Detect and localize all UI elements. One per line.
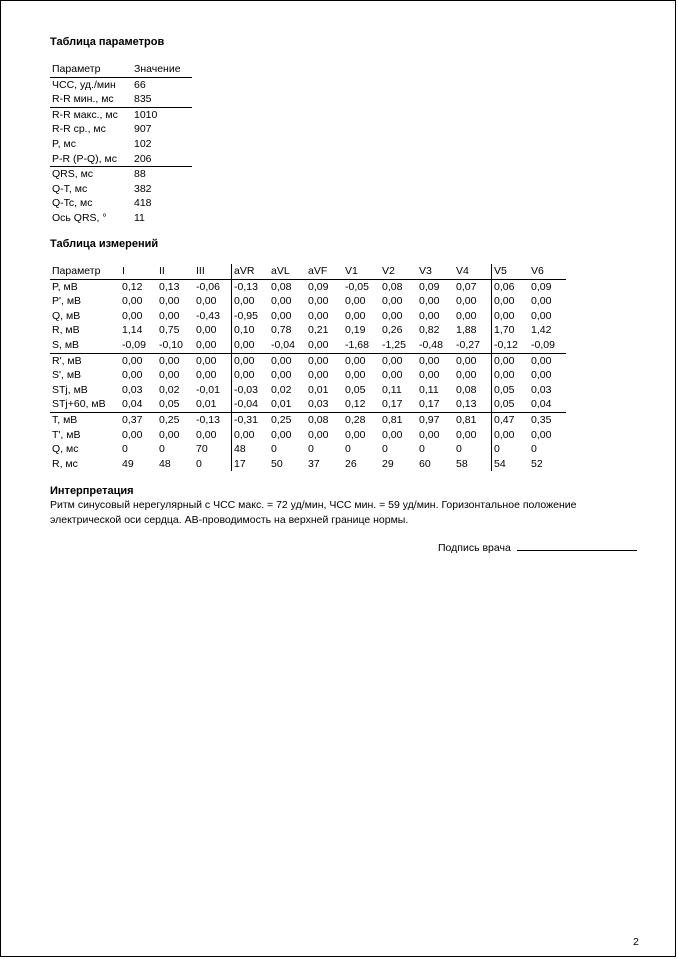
params-row	[50, 211, 192, 226]
meas-row	[50, 323, 566, 338]
meas-value-cell: -0,31	[232, 412, 270, 427]
meas-param-cell: P, мВ	[52, 280, 78, 293]
param-value-cell: 66	[134, 78, 146, 91]
meas-header-cell: V6	[529, 264, 566, 279]
param-value-cell: 907	[134, 123, 152, 136]
meas-value-cell: 1,88	[456, 324, 477, 337]
meas-value-cell: 0,00	[456, 369, 477, 382]
meas-param-cell: R, мВ	[52, 324, 80, 337]
meas-value-cell: 0,17	[380, 397, 417, 412]
param-value-cell: 88	[134, 168, 146, 181]
meas-param-cell: T', мВ	[52, 428, 81, 441]
meas-header-cell: I	[120, 264, 157, 279]
param-value-cell: 835	[132, 92, 192, 107]
meas-value-cell: 17	[232, 457, 270, 472]
meas-value-cell: 0,00	[232, 368, 270, 383]
meas-row	[50, 428, 566, 443]
meas-value-cell: -0,12	[492, 338, 530, 353]
meas-value-cell: 0,00	[196, 354, 217, 367]
meas-header-cell: aVR	[232, 264, 270, 279]
meas-value-cell: 0,00	[271, 309, 292, 322]
meas-value-cell: 0,13	[454, 397, 492, 412]
meas-value-cell: 0,05	[345, 383, 366, 396]
meas-value-cell: 0,08	[382, 280, 403, 293]
meas-value-cell: 1,14	[122, 324, 143, 337]
meas-row	[50, 309, 566, 324]
meas-value-cell: 0,08	[308, 413, 329, 426]
meas-value-cell: 0,00	[122, 354, 143, 367]
meas-header-cell: Параметр	[50, 264, 120, 279]
meas-value-cell: 0,00	[419, 309, 440, 322]
param-value-cell: Значение	[132, 62, 192, 77]
meas-param-cell: Q, мВ	[52, 309, 81, 322]
meas-value-cell: 0,03	[531, 383, 552, 396]
meas-value-cell: 0,00	[122, 295, 143, 308]
meas-value-cell: 0,00	[196, 324, 217, 337]
meas-value-cell: 0	[531, 443, 537, 456]
meas-value-cell: 0,21	[308, 324, 329, 337]
params-row	[50, 137, 192, 152]
meas-value-cell: -0,27	[454, 338, 492, 353]
meas-value-cell: 0,05	[492, 397, 530, 412]
meas-value-cell: 0,00	[531, 295, 552, 308]
meas-value-cell: 0,00	[232, 353, 270, 368]
meas-value-cell: 0,00	[531, 369, 552, 382]
meas-header-cell: V4	[454, 264, 492, 279]
meas-value-cell: 0,00	[345, 309, 366, 322]
meas-value-cell: 0,00	[492, 428, 530, 443]
meas-value-cell: 0,00	[492, 368, 530, 383]
param-name-cell: Параметр	[50, 62, 132, 77]
param-value-cell: 382	[134, 182, 152, 195]
meas-value-cell: 0,00	[159, 428, 180, 441]
meas-value-cell: -0,13	[196, 413, 220, 426]
param-name-cell: Q-T, мс	[52, 182, 88, 195]
meas-value-cell: 0,03	[306, 397, 343, 412]
params-title: Таблица параметров	[50, 36, 165, 48]
meas-value-cell: 0,08	[456, 383, 477, 396]
meas-value-cell: 0,00	[308, 354, 329, 367]
meas-value-cell: -0,06	[196, 280, 220, 293]
param-name-cell: Ось QRS, °	[52, 211, 107, 224]
meas-header-cell: II	[157, 264, 194, 279]
meas-value-cell: 0,28	[345, 413, 366, 426]
meas-value-cell: 0,00	[308, 295, 329, 308]
meas-value-cell: 0,47	[492, 412, 530, 427]
meas-value-cell: -1,68	[343, 338, 380, 353]
meas-value-cell: 0,09	[419, 280, 440, 293]
meas-value-cell: 0,00	[345, 428, 366, 441]
meas-value-cell: 0,00	[419, 369, 440, 382]
meas-value-cell: 0	[308, 443, 314, 456]
meas-value-cell: 0	[345, 443, 351, 456]
meas-value-cell: 0,25	[271, 413, 292, 426]
meas-header-cell: III	[194, 264, 232, 279]
meas-row	[50, 353, 566, 368]
meas-value-cell: 0,01	[269, 397, 306, 412]
params-row	[50, 182, 192, 197]
meas-value-cell: 0,03	[122, 383, 143, 396]
meas-value-cell: 0,04	[529, 397, 566, 412]
meas-value-cell: 0,07	[456, 280, 477, 293]
meas-value-cell: 0,11	[382, 383, 402, 396]
meas-value-cell: 0,04	[120, 397, 157, 412]
params-row	[50, 92, 192, 107]
param-value-cell: 1010	[134, 108, 158, 121]
meas-value-cell: -0,43	[196, 309, 220, 322]
params-row	[50, 152, 192, 167]
measurements-title: Таблица измерений	[50, 238, 159, 250]
meas-value-cell: 0,00	[531, 354, 552, 367]
meas-value-cell: 0,00	[232, 294, 270, 309]
signature-label: Подпись врача	[438, 542, 511, 554]
meas-row	[50, 397, 566, 412]
meas-value-cell: 0,00	[122, 369, 143, 382]
meas-value-cell: 26	[345, 457, 357, 470]
meas-header-cell: V1	[343, 264, 380, 279]
params-table	[50, 62, 192, 226]
meas-header-cell: aVF	[306, 264, 343, 279]
interpretation-title: Интерпретация	[50, 485, 134, 497]
meas-value-cell: 0	[122, 443, 128, 456]
meas-value-cell: 0,00	[382, 369, 403, 382]
param-name-cell: P-R (P-Q), мс	[50, 152, 132, 167]
meas-value-cell: 0,00	[531, 309, 552, 322]
meas-value-cell: 0,00	[456, 428, 477, 441]
meas-value-cell: -0,01	[196, 383, 220, 396]
meas-value-cell: 0,00	[456, 354, 477, 367]
meas-value-cell: -0,04	[232, 397, 270, 412]
meas-value-cell: 0,02	[159, 383, 180, 396]
meas-value-cell: 70	[196, 443, 208, 456]
meas-value-cell: 0,97	[419, 413, 440, 426]
meas-row	[50, 279, 566, 294]
params-row	[50, 77, 192, 92]
meas-value-cell: 0,00	[271, 428, 292, 441]
meas-value-cell: -1,25	[380, 338, 417, 353]
meas-param-cell: Q, мс	[52, 443, 79, 456]
meas-value-cell: 0	[419, 443, 425, 456]
meas-value-cell: 0,19	[345, 324, 366, 337]
meas-header-cell: V2	[380, 264, 417, 279]
meas-value-cell: 0,12	[122, 280, 143, 293]
param-name-cell: R-R ср., мс	[52, 123, 106, 136]
meas-value-cell: 0,00	[196, 428, 217, 441]
meas-header-row	[50, 264, 566, 279]
meas-value-cell: 0,78	[271, 324, 292, 337]
meas-value-cell: 0,00	[492, 353, 530, 368]
meas-value-cell: 37	[308, 457, 320, 470]
meas-value-cell: 1,42	[531, 324, 552, 337]
param-value-cell: 102	[134, 137, 152, 150]
meas-value-cell: 0	[492, 442, 530, 457]
meas-value-cell: 0,00	[492, 294, 530, 309]
measurements-table	[50, 264, 566, 471]
param-name-cell: R-R мин., мс	[50, 92, 132, 107]
meas-value-cell: 0,17	[417, 397, 454, 412]
meas-value-cell: 0,00	[308, 309, 329, 322]
meas-value-cell: 0,13	[159, 280, 180, 293]
meas-row	[50, 442, 566, 457]
meas-value-cell: 0,09	[531, 280, 552, 293]
meas-value-cell: -0,13	[232, 279, 270, 294]
meas-value-cell: 0,00	[382, 354, 403, 367]
meas-value-cell: 0,11	[419, 383, 439, 396]
meas-header-cell: V3	[417, 264, 454, 279]
meas-value-cell: 0,09	[308, 280, 329, 293]
meas-value-cell: -0,03	[232, 383, 270, 398]
meas-value-cell: 0	[196, 457, 202, 470]
meas-value-cell: 0,00	[456, 295, 477, 308]
meas-value-cell: 48	[159, 457, 171, 470]
meas-value-cell: 0,00	[122, 309, 143, 322]
page-number: 2	[633, 936, 639, 948]
meas-value-cell: 0,08	[271, 280, 292, 293]
signature-block	[438, 540, 637, 554]
meas-value-cell: 0,00	[345, 354, 366, 367]
param-name-cell: P, мс	[52, 137, 76, 150]
meas-value-cell: 0,75	[159, 324, 180, 337]
meas-value-cell: 0,00	[232, 428, 270, 443]
meas-value-cell: 0,00	[419, 354, 440, 367]
meas-value-cell: 0,00	[492, 309, 530, 324]
meas-value-cell: 0,00	[456, 309, 477, 322]
signature-line	[517, 540, 637, 551]
meas-value-cell: 0,00	[419, 295, 440, 308]
params-header-row	[50, 62, 192, 77]
meas-value-cell: 0,00	[382, 428, 403, 441]
meas-value-cell: 0,26	[382, 324, 403, 337]
meas-value-cell: 54	[492, 457, 530, 472]
meas-value-cell: 0,00	[345, 369, 366, 382]
meas-value-cell: 0,05	[157, 397, 194, 412]
param-name-cell: Q-Tc, мс	[52, 197, 93, 210]
meas-row	[50, 338, 566, 353]
meas-value-cell: 0,00	[159, 369, 180, 382]
meas-value-cell: 50	[271, 457, 283, 470]
meas-value-cell: 0,12	[343, 397, 380, 412]
meas-value-cell: 0	[382, 443, 388, 456]
meas-value-cell: 0,00	[194, 338, 232, 353]
meas-value-cell: 0,35	[531, 413, 552, 426]
param-value-cell: 206	[132, 152, 192, 167]
meas-row	[50, 294, 566, 309]
meas-value-cell: 0	[271, 443, 277, 456]
meas-value-cell: 29	[382, 457, 394, 470]
params-row	[50, 107, 192, 122]
meas-value-cell: 0,00	[308, 369, 329, 382]
meas-value-cell: 0,00	[531, 428, 552, 441]
meas-value-cell: 60	[419, 457, 431, 470]
meas-row	[50, 368, 566, 383]
meas-value-cell: 0,00	[159, 295, 180, 308]
meas-value-cell: 0,00	[271, 354, 292, 367]
param-value-cell: 418	[134, 197, 152, 210]
meas-param-cell: R', мВ	[52, 354, 82, 367]
meas-value-cell: 0	[159, 443, 165, 456]
meas-header-cell: V5	[492, 264, 530, 279]
meas-value-cell: 0,00	[382, 309, 403, 322]
meas-value-cell: 0,00	[271, 295, 292, 308]
meas-param-cell: P', мВ	[52, 295, 82, 308]
meas-value-cell: 0	[456, 443, 462, 456]
meas-value-cell: 0,25	[159, 413, 180, 426]
meas-value-cell: -0,09	[529, 338, 566, 353]
meas-row	[50, 457, 566, 472]
meas-param-cell: T, мВ	[52, 413, 78, 426]
meas-param-cell: S, мВ	[50, 338, 120, 353]
meas-value-cell: 0,10	[232, 323, 270, 338]
meas-value-cell: 0,82	[419, 324, 440, 337]
meas-value-cell: 0,01	[194, 397, 232, 412]
meas-value-cell: 0,00	[159, 354, 180, 367]
meas-param-cell: S', мВ	[52, 369, 82, 382]
meas-value-cell: 0,00	[196, 295, 217, 308]
meas-row	[50, 412, 566, 427]
meas-value-cell: 48	[232, 442, 270, 457]
meas-value-cell: -0,05	[345, 280, 369, 293]
meas-value-cell: -0,09	[120, 338, 157, 353]
meas-value-cell: 0,37	[122, 413, 143, 426]
meas-value-cell: 52	[531, 457, 543, 470]
interpretation-text: Ритм синусовый нерегулярный с ЧСС макс. = 72 уд/мин, ЧСС мин. = 59 уд/мин. Горизонтальное положение электрической оси сердца. АВ-проводимость на верхней границе нормы.	[50, 499, 577, 526]
meas-value-cell: 0,00	[159, 309, 180, 322]
meas-value-cell: 0,02	[271, 383, 292, 396]
params-row	[50, 167, 192, 182]
meas-value-cell: -0,48	[417, 338, 454, 353]
meas-value-cell: 0,00	[419, 428, 440, 441]
meas-value-cell: 0,00	[196, 369, 217, 382]
params-row	[50, 196, 192, 211]
meas-value-cell: -0,10	[157, 338, 194, 353]
meas-value-cell: 0,00	[382, 295, 403, 308]
meas-param-cell: STj, мВ	[52, 383, 88, 396]
meas-param-cell: R, мс	[52, 457, 78, 470]
meas-value-cell: 49	[122, 457, 134, 470]
meas-value-cell: 0,81	[456, 413, 477, 426]
params-row	[50, 122, 192, 137]
meas-value-cell: -0,04	[269, 338, 306, 353]
meas-value-cell: 0,00	[122, 428, 143, 441]
meas-row	[50, 383, 566, 398]
meas-value-cell: 0,06	[492, 279, 530, 294]
meas-value-cell: 0,01	[308, 383, 329, 396]
meas-value-cell: 1,70	[492, 323, 530, 338]
meas-value-cell: 0,81	[382, 413, 403, 426]
meas-value-cell: 0,00	[306, 338, 343, 353]
meas-value-cell: 0,00	[308, 428, 329, 441]
meas-value-cell: 0,00	[345, 295, 366, 308]
meas-param-cell: STj+60, мВ	[50, 397, 120, 412]
meas-value-cell: -0,95	[232, 309, 270, 324]
param-value-cell: 11	[134, 211, 145, 224]
meas-header-cell: aVL	[269, 264, 306, 279]
meas-value-cell: 58	[456, 457, 468, 470]
meas-value-cell: 0,05	[492, 383, 530, 398]
meas-value-cell: 0,00	[271, 369, 292, 382]
param-name-cell: R-R макс., мс	[52, 108, 118, 121]
param-name-cell: QRS, мс	[52, 168, 94, 181]
param-name-cell: ЧСС, уд./мин	[52, 78, 116, 91]
meas-value-cell: 0,00	[232, 338, 270, 353]
